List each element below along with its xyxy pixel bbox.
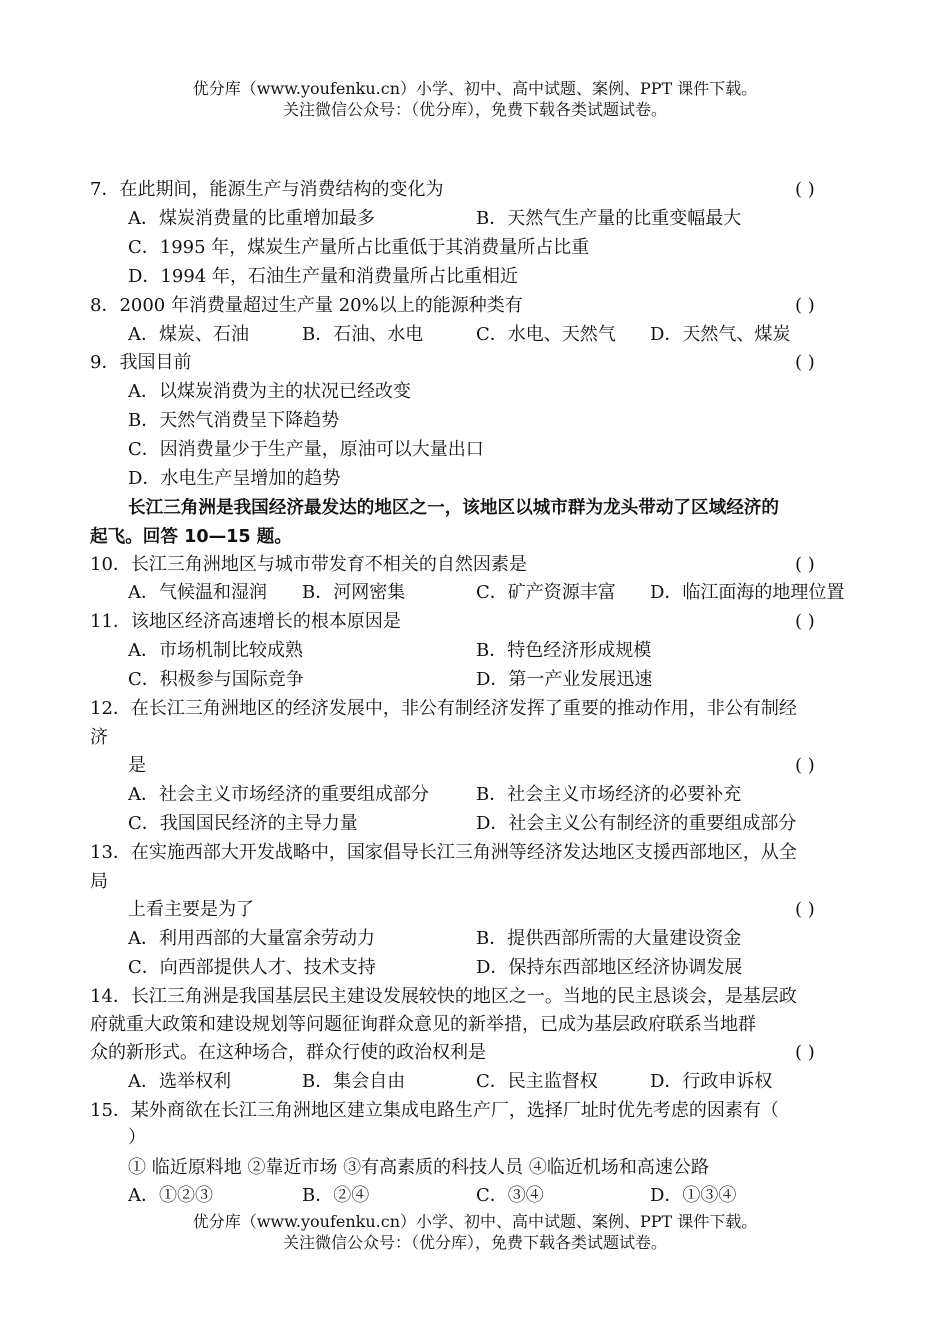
q15-option-b: B．②④: [302, 1185, 370, 1206]
q15-option-a: A．①②③: [128, 1185, 213, 1206]
q10-option-b: B．河网密集: [302, 582, 406, 603]
q8-option-d: D．天然气、煤炭: [650, 324, 791, 345]
q14-stem-line-3: 众的新形式。在这种场合，群众行使的政治权利是: [90, 1042, 486, 1063]
q12-answer-paren: ( ): [795, 755, 815, 776]
q8-option-c: C．水电、天然气: [476, 324, 616, 345]
q15-stem-line-1: 15．某外商欲在长江三角洲地区建立集成电路生产厂，选择厂址时优先考虑的因素有（: [90, 1100, 779, 1121]
q8-stem: 8．2000 年消费量超过生产量 20%以上的能源种类有: [90, 295, 523, 316]
q8-option-b: B．石油、水电: [302, 324, 424, 345]
footer-line-2: 关注微信公众号：（优分库），免费下载各类试题试卷。: [282, 1233, 667, 1252]
q12-stem-line-2: 济: [90, 727, 108, 748]
q14-option-b: B．集会自由: [302, 1071, 406, 1092]
q10-stem: 10．长江三角洲地区与城市带发育不相关的自然因素是: [90, 554, 527, 575]
q12-option-c: C．我国国民经济的主导力量: [128, 813, 358, 834]
q15-option-c: C．③④: [476, 1185, 544, 1206]
q12-option-b: B．社会主义市场经济的必要补充: [476, 784, 742, 805]
q10-option-d: D．临江面海的地理位置: [650, 582, 845, 603]
q15-option-d: D．①③④: [650, 1185, 737, 1206]
q12-option-a: A．社会主义市场经济的重要组成部分: [128, 784, 429, 805]
q7-option-a: A．煤炭消费量的比重增加最多: [128, 208, 375, 229]
q10-option-c: C．矿产资源丰富: [476, 582, 616, 603]
q9-option-c: C．因消费量少于生产量，原油可以大量出口: [128, 439, 484, 460]
q11-option-a: A．市场机制比较成熟: [128, 640, 303, 661]
q8-answer-paren: ( ): [795, 295, 815, 316]
q11-option-c: C．积极参与国际竞争: [128, 669, 304, 690]
q11-option-d: D．第一产业发展迅速: [476, 669, 653, 690]
intro-line-1: 长江三角洲是我国经济最发达的地区之一，该地区以城市群为龙头带动了区域经济的: [128, 498, 779, 518]
q13-answer-paren: ( ): [795, 899, 815, 920]
q11-stem: 11．该地区经济高速增长的根本原因是: [90, 611, 401, 632]
q9-option-a: A．以煤炭消费为主的状况已经改变: [128, 381, 411, 402]
q13-stem-line-3: 上看主要是为了: [128, 899, 254, 920]
q13-option-a: A．利用西部的大量富余劳动力: [128, 928, 375, 949]
q9-option-b: B．天然气消费呈下降趋势: [128, 410, 340, 431]
footer-line-1: 优分库（www.youfenku.cn）小学、初中、高中试题、案例、PPT 课件下载。: [192, 1212, 758, 1231]
q11-option-b: B．特色经济形成规模: [476, 640, 652, 661]
q10-answer-paren: ( ): [795, 554, 815, 575]
q10-option-a: A．气候温和湿润: [128, 582, 267, 603]
q15-factor-list: ① 临近原料地 ②靠近市场 ③有高素质的科技人员 ④临近机场和高速公路: [128, 1157, 709, 1178]
q7-option-b: B．天然气生产量的比重变幅最大: [476, 208, 742, 229]
q12-option-d: D．社会主义公有制经济的重要组成部分: [476, 813, 797, 834]
header-line-1: 优分库（www.youfenku.cn）小学、初中、高中试题、案例、PPT 课件下载。: [192, 79, 758, 98]
q9-option-d: D．水电生产呈增加的趋势: [128, 468, 341, 489]
page-header: [0, 78, 950, 120]
q13-option-b: B．提供西部所需的大量建设资金: [476, 928, 742, 949]
q13-stem-line-1: 13．在实施西部大开发战略中，国家倡导长江三角洲等经济发达地区支援西部地区，从全: [90, 842, 797, 863]
q12-stem-line-1: 12．在长江三角洲地区的经济发展中，非公有制经济发挥了重要的推动作用，非公有制经: [90, 698, 797, 719]
q14-option-c: C．民主监督权: [476, 1071, 598, 1092]
q9-stem: 9．我国目前: [90, 352, 192, 373]
q13-option-c: C．向西部提供人才、技术支持: [128, 957, 376, 978]
q11-answer-paren: ( ): [795, 611, 815, 632]
intro-line-2: 起飞。回答 10—15 题。: [90, 527, 292, 547]
q14-stem-line-1: 14．长江三角洲是我国基层民主建设发展较快的地区之一。当地的民主恳谈会，是基层政: [90, 986, 797, 1007]
page-footer: [0, 1211, 950, 1253]
q13-option-d: D．保持东西部地区经济协调发展: [476, 957, 743, 978]
q13-stem-line-2: 局: [90, 871, 108, 892]
q15-stem-line-2: ）: [128, 1127, 146, 1148]
header-line-2: 关注微信公众号：（优分库），免费下载各类试题试卷。: [282, 100, 667, 119]
q7-stem: 7．在此期间，能源生产与消费结构的变化为: [90, 179, 444, 200]
q7-option-c: C．1995 年，煤炭生产量所占比重低于其消费量所占比重: [128, 237, 590, 258]
q12-stem-line-3: 是: [128, 755, 146, 776]
q14-option-a: A．选举权利: [128, 1071, 231, 1092]
q8-option-a: A．煤炭、石油: [128, 324, 249, 345]
q14-answer-paren: ( ): [795, 1042, 815, 1063]
q14-stem-line-2: 府就重大政策和建设规划等问题征询群众意见的新举措，已成为基层政府联系当地群: [90, 1014, 756, 1035]
q7-option-d: D．1994 年，石油生产量和消费量所占比重相近: [128, 266, 518, 287]
q14-option-d: D．行政申诉权: [650, 1071, 773, 1092]
q9-answer-paren: ( ): [795, 352, 815, 373]
q7-answer-paren: ( ): [795, 179, 815, 200]
